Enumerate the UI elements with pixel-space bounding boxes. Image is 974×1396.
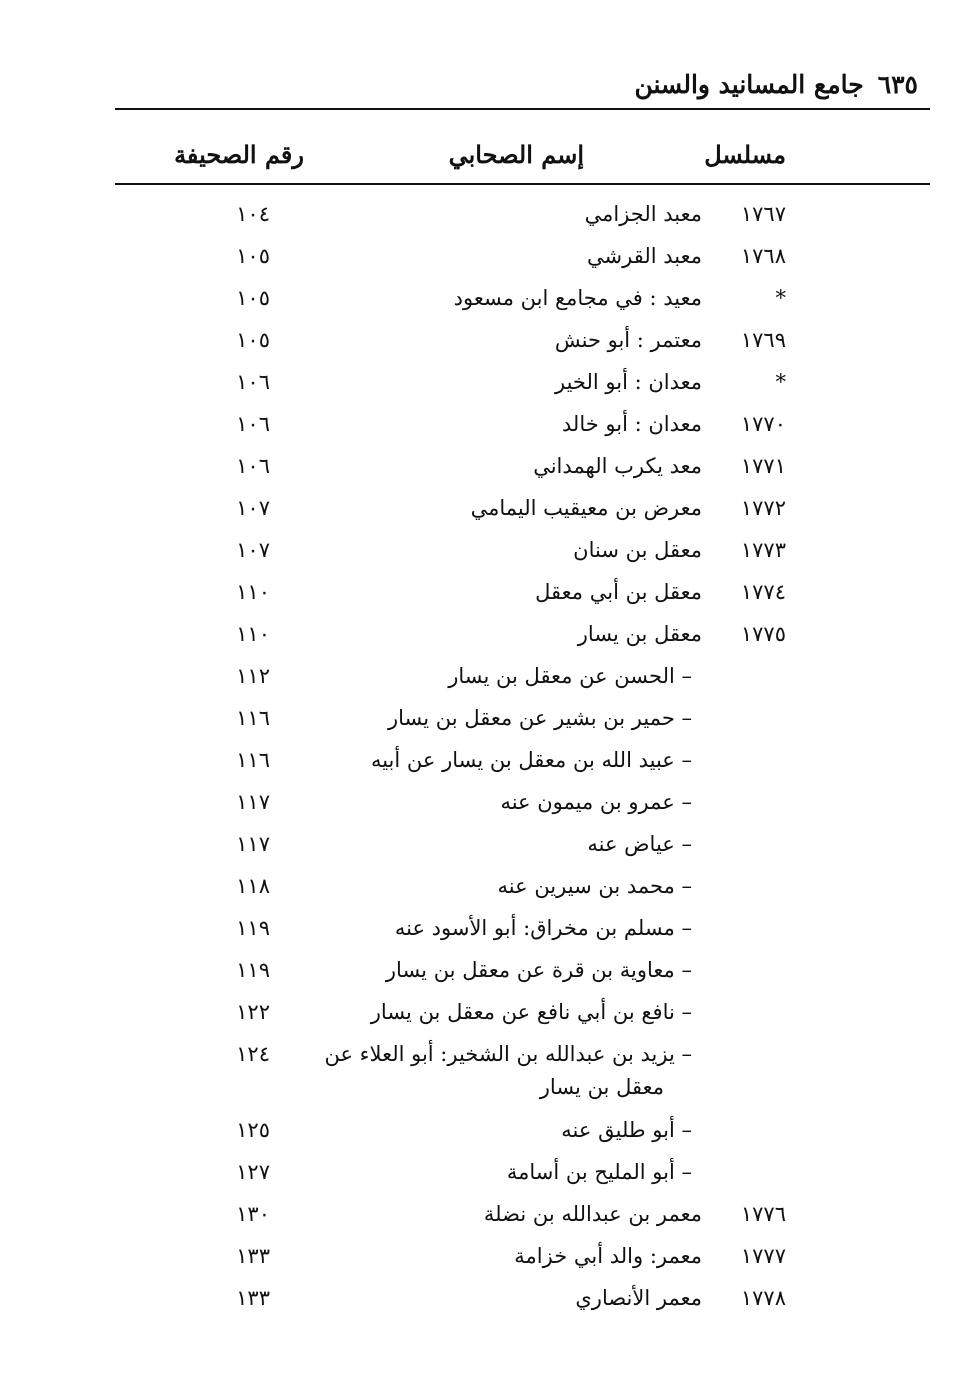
- row-page-number: ١٢٧: [236, 1160, 270, 1184]
- row-companion-name: معبد الجزامي: [584, 202, 702, 226]
- row-serial: ١٧٧٧: [740, 1244, 786, 1268]
- row-page-number: ١٠٦: [236, 370, 270, 394]
- row-companion-name: معقل بن أبي معقل: [535, 580, 702, 604]
- table-row: [0, 1198, 974, 1238]
- row-companion-name: – محمد بن سيرين عنه: [497, 874, 692, 898]
- row-serial: ١٧٧٥: [740, 622, 786, 646]
- column-header-page: رقم الصحيفة: [174, 140, 304, 169]
- page-number: ٦٣٥: [877, 70, 918, 99]
- row-companion-name: معدان : أبو الخير: [555, 370, 702, 394]
- row-companion-name: معمر الأنصاري: [575, 1286, 702, 1310]
- row-page-number: ١٠٦: [236, 454, 270, 478]
- row-page-number: ١٢٤: [236, 1042, 270, 1066]
- table-row: [0, 324, 974, 364]
- row-page-number: ١١٧: [236, 790, 270, 814]
- table-row: [0, 198, 974, 238]
- row-companion-name: – أبو طليق عنه: [561, 1118, 692, 1142]
- row-serial: *: [775, 370, 786, 394]
- table-header-rule: [115, 183, 930, 185]
- row-companion-name: – الحسن عن معقل بن يسار: [448, 664, 692, 688]
- row-page-number: ١٠٥: [236, 286, 270, 310]
- table-row: [0, 618, 974, 658]
- row-page-number: ١٣٣: [236, 1244, 270, 1268]
- table-row: [0, 534, 974, 574]
- table-row: [0, 660, 974, 700]
- row-companion-name: – أبو المليح بن أسامة: [506, 1160, 692, 1184]
- table-row: [0, 954, 974, 994]
- table-row: [0, 1038, 974, 1078]
- row-page-number: ١١٩: [236, 916, 270, 940]
- table-row: [0, 282, 974, 322]
- row-page-number: ١١٧: [236, 832, 270, 856]
- row-page-number: ١١٦: [236, 748, 270, 772]
- table-row: [0, 1282, 974, 1322]
- header-rule: [115, 108, 930, 110]
- row-companion-name: معقل بن سنان: [573, 538, 702, 562]
- column-header-companion: إسم الصحابي: [448, 140, 584, 169]
- table-row: [0, 408, 974, 448]
- row-page-number: ١٠٦: [236, 412, 270, 436]
- row-page-number: ١١٨: [236, 874, 270, 898]
- row-companion-name: – نافع بن أبي نافع عن معقل بن يسار: [370, 1000, 692, 1024]
- table-row: [0, 576, 974, 616]
- table-row: [0, 450, 974, 490]
- row-page-number: ١١٠: [236, 622, 270, 646]
- row-page-number: ١٣٣: [236, 1286, 270, 1310]
- table-row: [0, 744, 974, 784]
- table-row: [0, 996, 974, 1036]
- row-page-number: ١٢٢: [236, 1000, 270, 1024]
- row-serial: ١٧٧٨: [740, 1286, 786, 1310]
- row-companion-name: معقل بن يسار: [577, 622, 702, 646]
- column-header-serial: مسلسل: [704, 140, 786, 169]
- table-row: [0, 702, 974, 742]
- row-serial: ١٧٦٧: [740, 202, 786, 226]
- table-row: [0, 786, 974, 826]
- row-serial: ١٧٧٢: [740, 496, 786, 520]
- table-row: [0, 870, 974, 910]
- table-row: [0, 492, 974, 532]
- row-serial: ١٧٧٤: [740, 580, 786, 604]
- row-companion-name: – عبيد الله بن معقل بن يسار عن أبيه: [370, 748, 692, 772]
- row-page-number: ١٠٥: [236, 244, 270, 268]
- row-page-number: ١٠٧: [236, 496, 270, 520]
- row-companion-name: – حمير بن بشير عن معقل بن يسار: [388, 706, 692, 730]
- row-serial: ١٧٧٦: [740, 1202, 786, 1226]
- row-companion-name: معتمر : أبو حنش: [554, 328, 702, 352]
- row-companion-name: – معاوية بن قرة عن معقل بن يسار: [385, 958, 692, 982]
- row-companion-name: – عمرو بن ميمون عنه: [500, 790, 692, 814]
- row-page-number: ١١٠: [236, 580, 270, 604]
- row-companion-name: – عياض عنه: [587, 832, 692, 856]
- row-page-number: ١٠٥: [236, 328, 270, 352]
- row-serial: *: [775, 286, 786, 310]
- row-page-number: ١١٩: [236, 958, 270, 982]
- row-companion-name: – مسلم بن مخراق: أبو الأسود عنه: [394, 916, 692, 940]
- row-companion-name: معد يكرب الهمداني: [533, 454, 702, 478]
- table-row: [0, 1240, 974, 1280]
- row-page-number: ١٢٥: [236, 1118, 270, 1142]
- table-row: [0, 240, 974, 280]
- table-row: [0, 828, 974, 868]
- row-page-number: ١٠٤: [236, 202, 270, 226]
- row-serial: ١٧٦٩: [740, 328, 786, 352]
- row-serial: ١٧٦٨: [740, 244, 786, 268]
- table-row: [0, 912, 974, 952]
- row-serial: ١٧٧٠: [740, 412, 786, 436]
- row-page-number: ١٠٧: [236, 538, 270, 562]
- row-companion-name: معمر: والد أبي خزامة: [514, 1244, 702, 1268]
- table-row: [0, 366, 974, 406]
- row-companion-name: معيد : في مجامع ابن مسعود: [453, 286, 702, 310]
- row-page-number: ١١٦: [236, 706, 270, 730]
- row-page-number: ١٣٠: [236, 1202, 270, 1226]
- row-serial: ١٧٧١: [740, 454, 786, 478]
- row-companion-name: – يزيد بن عبدالله بن الشخير: أبو العلاء عن: [324, 1042, 692, 1066]
- row-companion-name: معمر بن عبدالله بن نضلة: [483, 1202, 702, 1226]
- book-title: جامع المسانيد والسنن: [634, 70, 864, 99]
- wrapped-line-continuation: معقل بن يسار: [539, 1075, 664, 1099]
- running-head: [634, 70, 918, 99]
- row-companion-name: معبد القرشي: [587, 244, 702, 268]
- row-serial: ١٧٧٣: [740, 538, 786, 562]
- row-page-number: ١١٢: [236, 664, 270, 688]
- table-row: [0, 1156, 974, 1196]
- row-companion-name: معرض بن معيقيب اليمامي: [470, 496, 702, 520]
- row-companion-name: معدان : أبو خالد: [561, 412, 702, 436]
- table-row: [0, 1114, 974, 1154]
